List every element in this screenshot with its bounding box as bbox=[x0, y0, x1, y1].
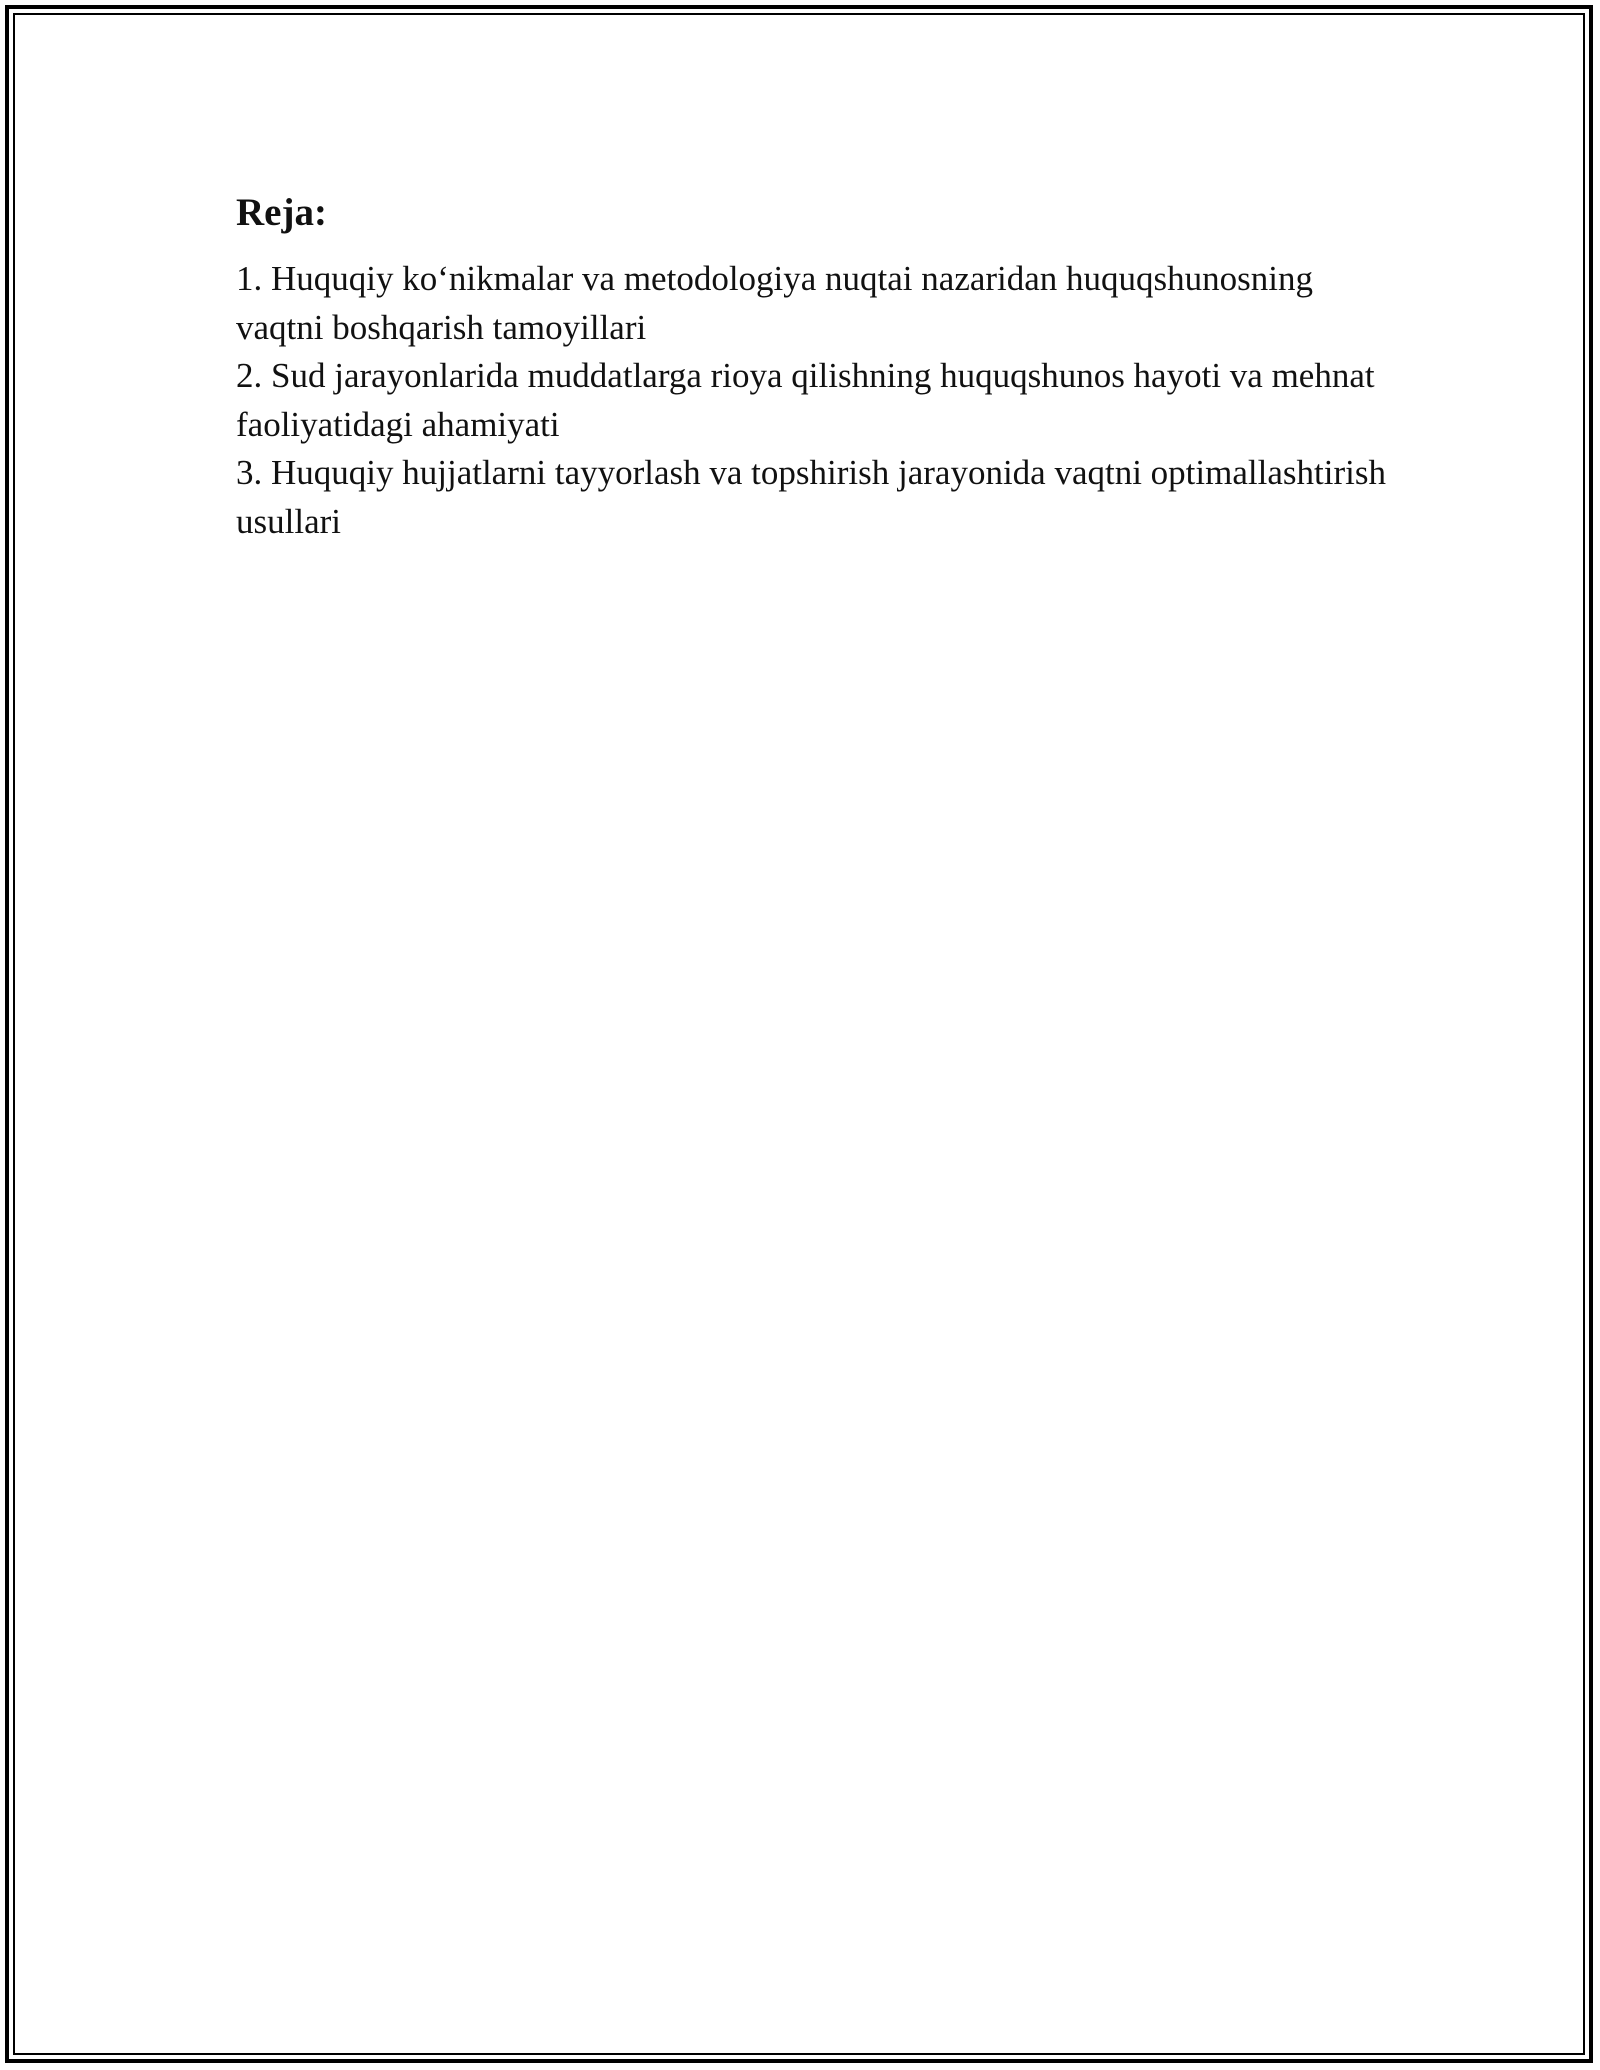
plan-heading: Reja: bbox=[236, 191, 327, 234]
plan-list bbox=[236, 255, 1396, 546]
plan-item-2: 2. Sud jarayonlarida muddatlarga rioya qilishning huquqshunos hayoti va mehnat faoliyatidagi ahamiyati bbox=[236, 356, 1375, 444]
plan-item-3: 3. Huquqiy hujjatlarni tayyorlash va topshirish jarayonida vaqtni optimallashtirish usullari bbox=[236, 453, 1386, 541]
page-content bbox=[236, 183, 1396, 546]
plan-item-1: 1. Huquqiy ko‘nikmalar va metodologiya nuqtai nazaridan huquqshunosning vaqtni boshqarish tamoyillari bbox=[236, 259, 1314, 347]
